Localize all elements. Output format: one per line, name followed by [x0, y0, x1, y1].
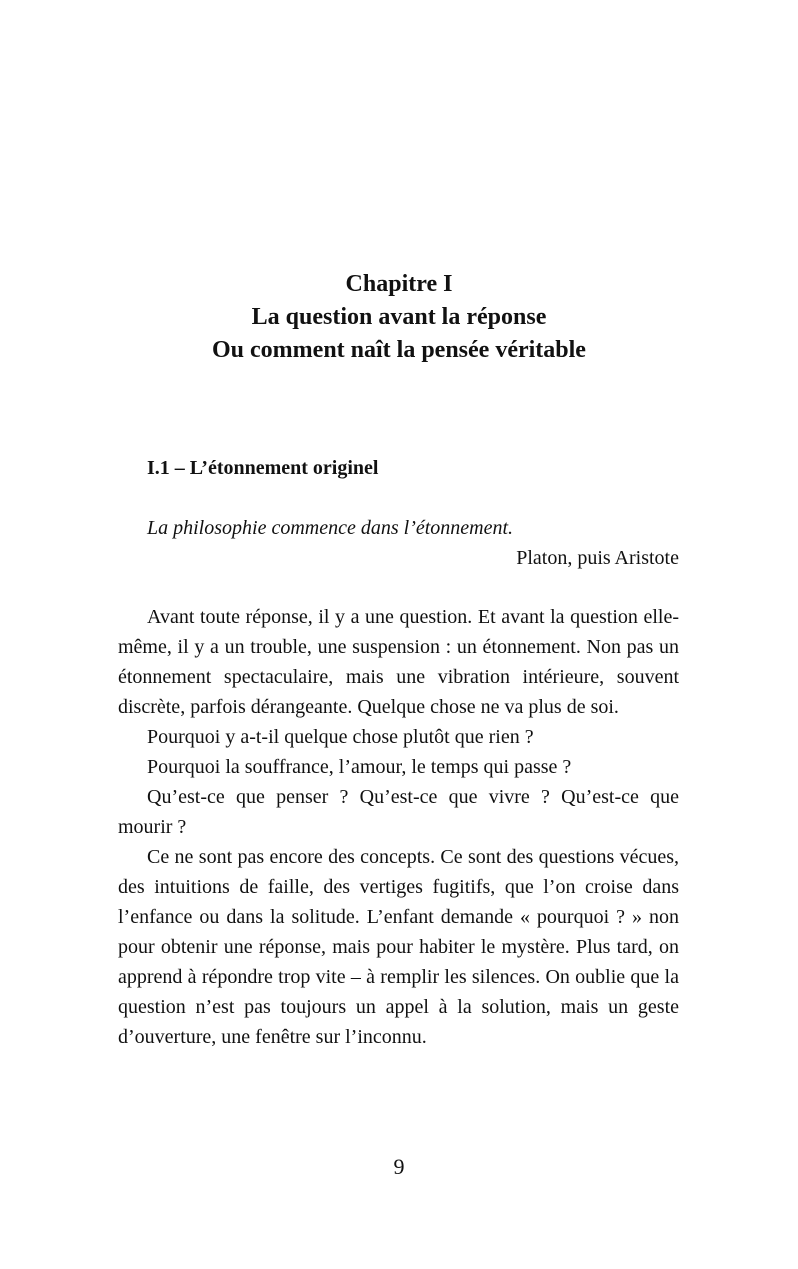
page-number: 9 — [393, 1154, 405, 1179]
paragraph: Pourquoi la souffrance, l’amour, le temps qui passe ? — [147, 756, 572, 778]
paragraph: Ce ne sont pas encore des concepts. Ce sont des questions vécues, des intuitions de faille, des vertiges fugitifs, que l’on croise dans l’enfance ou dans la solitude. L’enfant demande « pourquoi ? » non pour obtenir une réponse, mais pour habiter le mystère. Plus tard, on apprend à répondre trop vite – à remplir les silences. On oublie que la question n’est pas toujours un appel à la solution, mais un geste d’ouverture, une fenêtre sur l’inconnu. — [118, 846, 679, 1048]
epigraph-quote: La philosophie commence dans l’étonnement. — [147, 517, 514, 539]
chapter-number: Chapitre I — [345, 271, 453, 297]
epigraph — [147, 513, 679, 573]
paragraph: Qu’est-ce que penser ? Qu’est-ce que vivre ? Qu’est-ce que mourir ? — [118, 786, 679, 838]
section-title: I.1 – L’étonnement originel — [147, 457, 379, 479]
paragraph: Avant toute réponse, il y a une question. Et avant la question elle-même, il y a un trouble, une suspension : un étonnement. Non pas un étonnement spectaculaire, mais une vibration intérieure, souvent discrète, parfois dérangeante. Quelque chose ne va plus de soi. — [118, 606, 679, 718]
epigraph-author: Platon, puis Aristote — [516, 547, 679, 569]
paragraph: Pourquoi y a-t-il quelque chose plutôt que rien ? — [147, 726, 534, 748]
chapter-title: La question avant la réponse — [251, 304, 547, 330]
body-text — [118, 602, 679, 1052]
chapter-heading — [0, 268, 798, 367]
chapter-subtitle: Ou comment naît la pensée véritable — [212, 337, 586, 363]
